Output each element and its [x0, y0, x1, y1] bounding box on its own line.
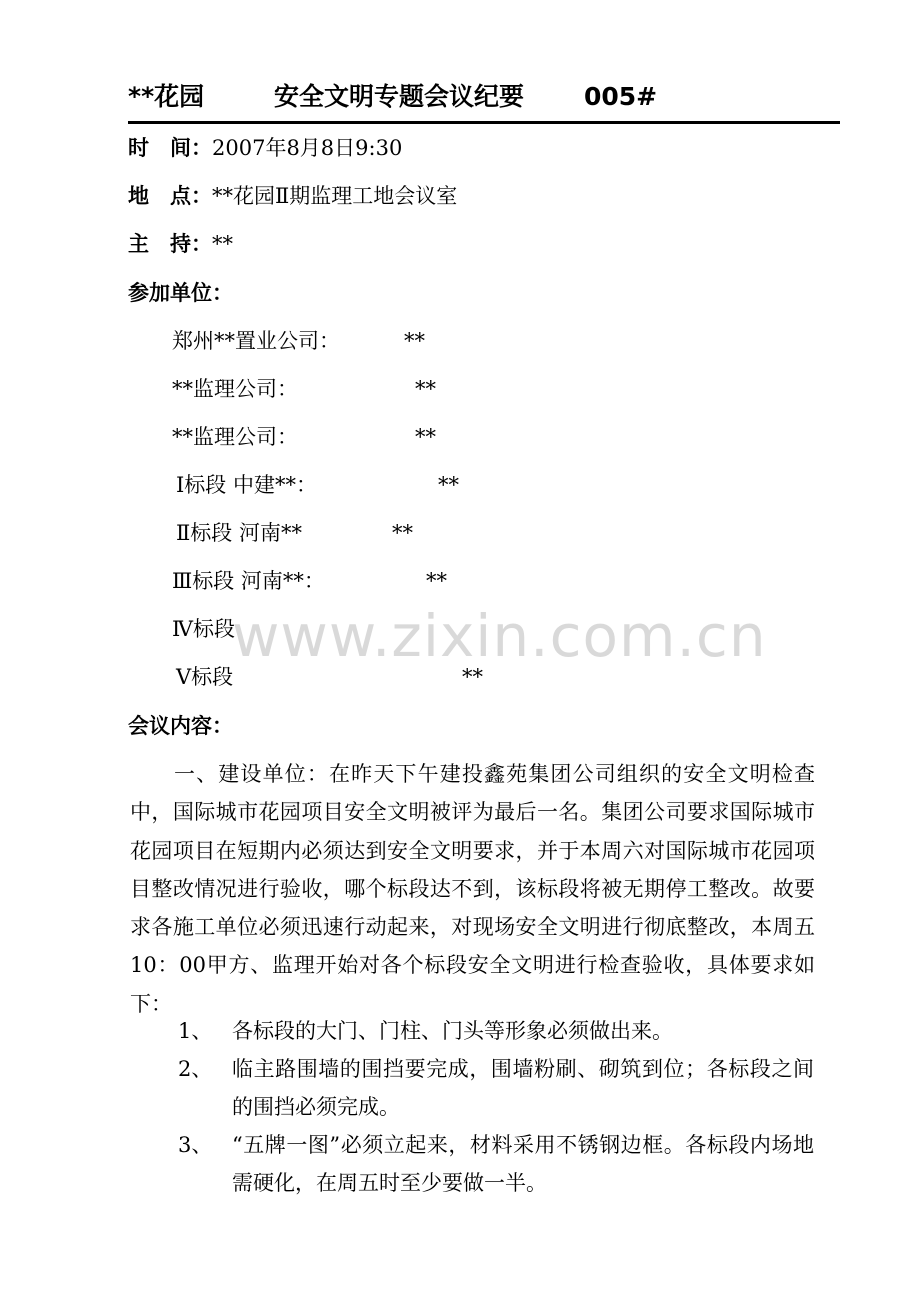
- place-label: 地 点：: [128, 184, 212, 208]
- participant-unit: **监理公司：: [172, 377, 298, 401]
- header-rule: [128, 121, 840, 124]
- list-item-number: 1、: [178, 1019, 213, 1043]
- meta-place: [128, 181, 457, 211]
- host-value: **: [212, 232, 233, 256]
- participant-unit: Ⅱ标段 河南**: [176, 521, 302, 545]
- content-heading: 会议内容：: [128, 714, 233, 738]
- participant-person: **: [404, 329, 425, 353]
- participant-person: **: [415, 425, 436, 449]
- list-item-text: 临主路围墙的围挡要完成，围墙粉刷、砌筑到位；各标段之间的围挡必须完成。: [232, 1057, 814, 1119]
- participant-person: **: [392, 521, 413, 545]
- meta-time: [128, 133, 402, 163]
- watermark: www.zixin.com.cn: [232, 602, 767, 670]
- participant-person: **: [426, 569, 447, 593]
- participant-unit: Ⅰ标段 中建**：: [176, 473, 317, 497]
- host-label: 主 持：: [128, 232, 212, 256]
- time-value: 2007年8月8日9:30: [212, 136, 403, 160]
- participant-unit: Ⅲ标段 河南**：: [172, 569, 325, 593]
- list-item-text: “五牌一图”必须立起来，材料采用不锈钢边框。各标段内场地需硬化，在周五时至少要做一半。: [232, 1133, 814, 1195]
- content-intro-paragraph: 一、建设单位：在昨天下午建投鑫苑集团公司组织的安全文明检查中，国际城市花园项目安全文明被评为最后一名。集团公司要求国际城市花园项目在短期内必须达到安全文明要求，并于本周六对国际城市花园项目整改情况进行验收，哪个标段达不到，该标段将被无期停工整改。故要求各施工单位必须迅速行动起来，对现场安全文明进行彻底整改，本周五10：00甲方、监理开始对各个标段安全文明进行检查验收，具体要求如下：: [130, 762, 815, 1016]
- list-item-number: 2、: [178, 1057, 213, 1081]
- participant-person: **: [438, 473, 459, 497]
- list-item-number: 3、: [178, 1133, 213, 1157]
- participant-unit: Ⅳ标段: [172, 617, 235, 641]
- participant-person: **: [462, 665, 483, 689]
- participant-unit: **监理公司：: [172, 425, 298, 449]
- participants-heading: 参加单位：: [128, 281, 233, 305]
- place-value: **花园Ⅱ期监理工地会议室: [212, 184, 458, 208]
- list-item-text: 各标段的大门、门柱、门头等形象必须做出来。: [232, 1019, 673, 1043]
- participant-unit: Ⅴ标段: [176, 665, 234, 689]
- participant-unit: 郑州**置业公司：: [172, 329, 340, 353]
- header-org: **花园: [128, 82, 205, 111]
- meta-host: [128, 229, 233, 259]
- document-number: 005#: [584, 82, 658, 111]
- time-label: 时 间：: [128, 136, 212, 160]
- participant-person: **: [415, 377, 436, 401]
- document-title: 安全文明专题会议纪要: [274, 82, 525, 111]
